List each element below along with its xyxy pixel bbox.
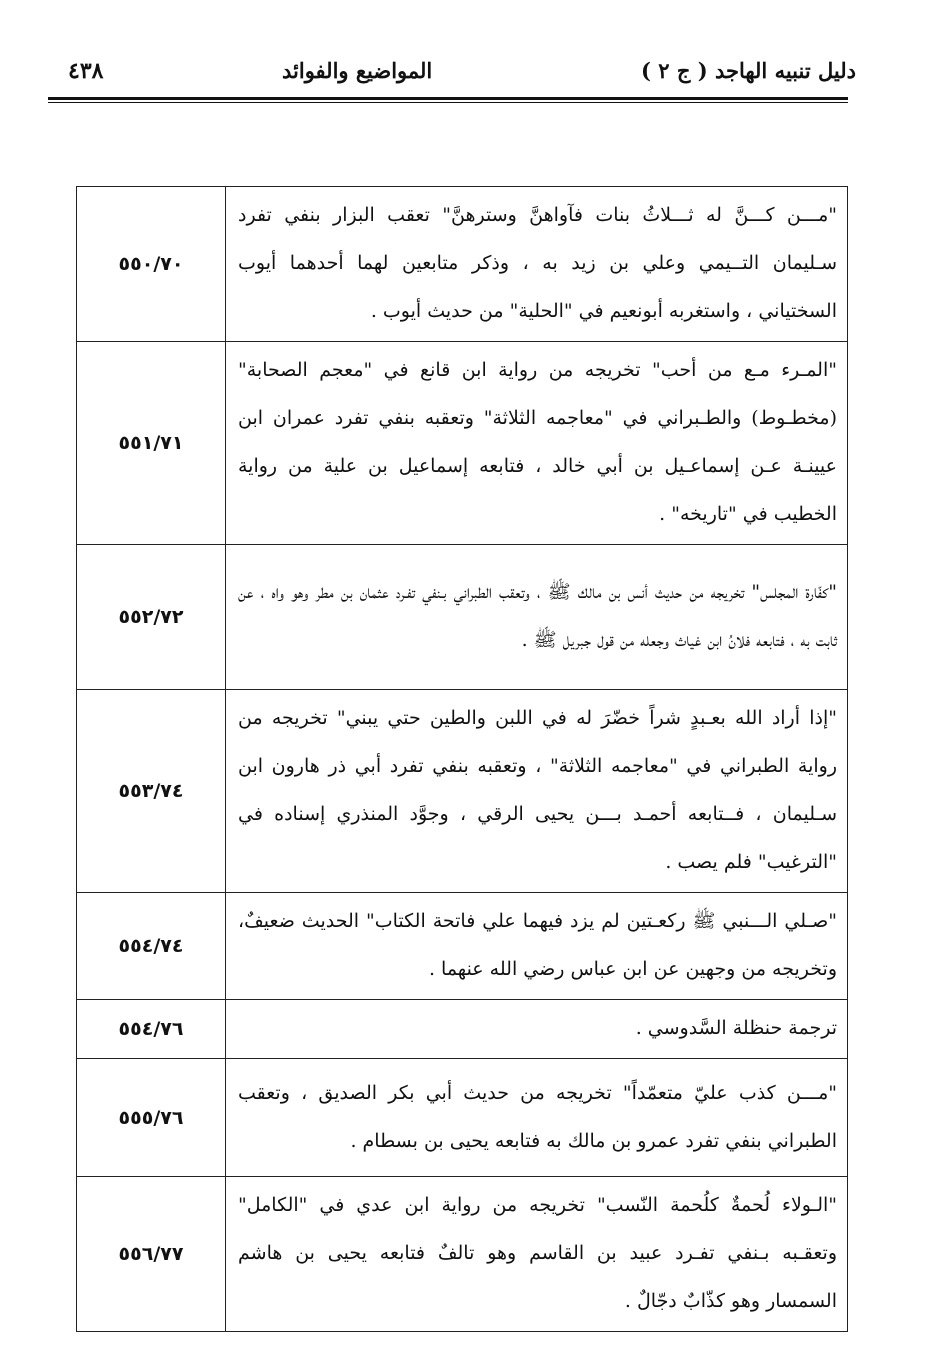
header-rule-thin: [48, 102, 848, 103]
entry-reference: ٥٥٢/٧٢: [77, 545, 226, 690]
section-title: المواضيع والفوائد: [282, 58, 433, 83]
page-number: ٤٣٨: [68, 58, 104, 84]
table-row: [77, 893, 848, 1000]
table-row: [77, 1000, 848, 1059]
entry-reference: ٥٥٠/٧٠: [77, 187, 226, 342]
entry-description: "كفّارة المجلس" تخريجه من حديث أنس بن مالك ﷺ ، وتعقب الطبراني بـنفي تفـرد عثمان بن مطر وهو واه ، عن ثابت به ، فتابعه فلانُ ابن غياث وجعله من قول جبريل ﷺ .: [226, 545, 848, 690]
table-row: [77, 690, 848, 893]
entry-description: "المـرء مـع من أحب" تخريجه من رواية ابن قانع في "معجم الصحابة" (مخطـوط) والطـبراني في "معاجمه الثلاثة" وتعقبه بنفي تفرد عمران ابن عيينـة عـن إسماعـيل بن أبي خالد ، فتابعه إسماعيل بن علية من رواية الخطيب في "تاريخه" .: [226, 342, 848, 545]
entry-description: ترجمة حنظلة السَّدوسي .: [226, 1000, 848, 1059]
entry-description: "مـــن كـــنَّ له ثـــلاثُ بنات فآواهنَّ وسترهنَّ" تعقب البزار بنفي تفرد سـليمان التــيمي وعلي بن زيد به ، وذكر متابعين لهما أحدهما أيوب السختياني ، واستغربه أبونعيم في "الحلية" من حديث أيوب .: [226, 187, 848, 342]
page-header: [44, 58, 856, 92]
table-row: [77, 545, 848, 690]
table-row: [77, 1177, 848, 1332]
header-rule-thick: [48, 97, 848, 100]
entry-reference: ٥٥٦/٧٧: [77, 1177, 226, 1332]
book-title: دليل تنبيه الهاجد ( ج ٢ ): [641, 58, 856, 83]
entry-reference: ٥٥١/٧١: [77, 342, 226, 545]
entry-reference: ٥٥٤/٧٤: [77, 893, 226, 1000]
table-row: [77, 187, 848, 342]
entry-description: "مـــن كذب عليّ متعمّداً" تخريجه من حديث أبي بكر الصديق ، وتعقب الطبراني بنفي تفرد عمرو بن مالك به فتابعه يحيى بن بسطام .: [226, 1059, 848, 1177]
entry-description: "الـولاء لُحمةٌ كلُحمة النّسب" تخريجه من رواية ابن عدي في "الكامل" وتعقـبه بـنفي تفـرد عبيد بن القاسم وهو تالفٌ فتابعه يحيى بن هاشم السمسار وهو كذّابٌ دجّالٌ .: [226, 1177, 848, 1332]
index-table: [76, 186, 848, 1332]
table-row: [77, 342, 848, 545]
entry-reference: ٥٥٤/٧٦: [77, 1000, 226, 1059]
entry-description: "صـلي الـــنبي ﷺ ركعـتين لم يزد فيهما علي فاتحة الكتاب" الحديث ضعيفٌ، وتخريجه من وجهين عن ابن عباس رضي الله عنهما .: [226, 893, 848, 1000]
table-row: [77, 1059, 848, 1177]
entry-reference: ٥٥٥/٧٦: [77, 1059, 226, 1177]
entry-reference: ٥٥٣/٧٤: [77, 690, 226, 893]
entry-description: "إذا أراد الله بعـبدٍ شراً خضّرَ له في اللبن والطين حتي يبني" تخريجه من رواية الطبراني في "معاجمه الثلاثة" ، وتعقبه بنفي تفرد أبي ذر هارون ابن سـليمان ، فــتابعه أحمـد بـــن يحيى الرقي ، وجوَّد المنذري إسناده في "الترغيب" فلم يصب .: [226, 690, 848, 893]
